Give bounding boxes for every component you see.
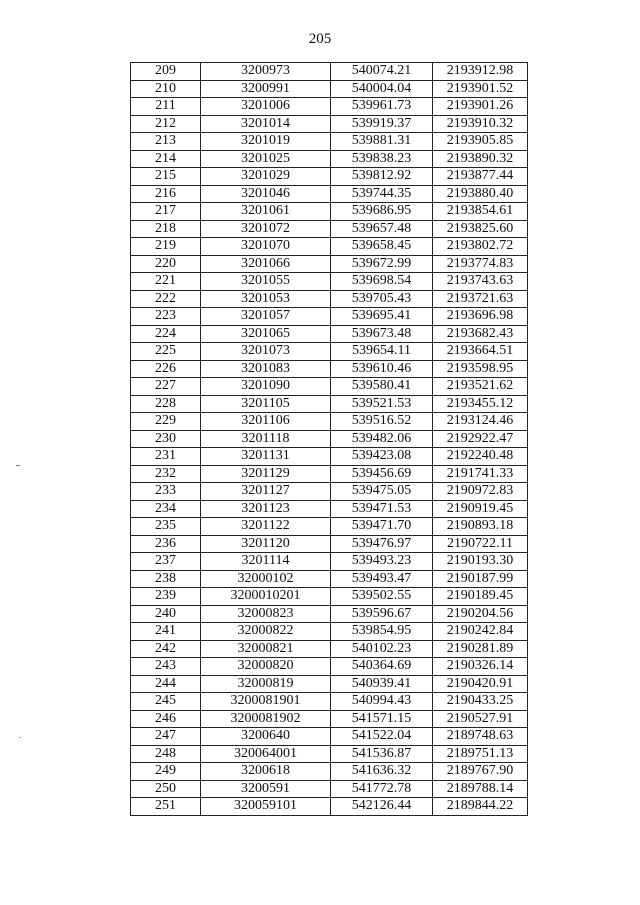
x-coordinate-cell: 540074.21 bbox=[331, 63, 433, 81]
y-coordinate-cell: 2193802.72 bbox=[433, 238, 528, 256]
point-id-cell: 3201120 bbox=[201, 535, 331, 553]
point-number-cell: 250 bbox=[131, 780, 201, 798]
point-id-cell: 3201083 bbox=[201, 360, 331, 378]
table-row bbox=[131, 570, 528, 588]
point-id-cell: 3201055 bbox=[201, 273, 331, 291]
y-coordinate-cell: 2193774.83 bbox=[433, 255, 528, 273]
table-row bbox=[131, 185, 528, 203]
y-coordinate-cell: 2193912.98 bbox=[433, 63, 528, 81]
x-coordinate-cell: 539610.46 bbox=[331, 360, 433, 378]
x-coordinate-cell: 539580.41 bbox=[331, 378, 433, 396]
y-coordinate-cell: 2190893.18 bbox=[433, 518, 528, 536]
y-coordinate-cell: 2190972.83 bbox=[433, 483, 528, 501]
table-row bbox=[131, 98, 528, 116]
point-id-cell: 320059101 bbox=[201, 798, 331, 816]
table-row bbox=[131, 728, 528, 746]
y-coordinate-cell: 2193664.51 bbox=[433, 343, 528, 361]
point-id-cell: 3201025 bbox=[201, 150, 331, 168]
point-number-cell: 235 bbox=[131, 518, 201, 536]
point-id-cell: 32000819 bbox=[201, 675, 331, 693]
y-coordinate-cell: 2190189.45 bbox=[433, 588, 528, 606]
x-coordinate-cell: 539502.55 bbox=[331, 588, 433, 606]
x-coordinate-cell: 539482.06 bbox=[331, 430, 433, 448]
x-coordinate-cell: 539672.99 bbox=[331, 255, 433, 273]
y-coordinate-cell: 2189788.14 bbox=[433, 780, 528, 798]
y-coordinate-cell: 2190326.14 bbox=[433, 658, 528, 676]
table-row bbox=[131, 500, 528, 518]
x-coordinate-cell: 539657.48 bbox=[331, 220, 433, 238]
x-coordinate-cell: 539471.70 bbox=[331, 518, 433, 536]
point-number-cell: 251 bbox=[131, 798, 201, 816]
x-coordinate-cell: 539475.05 bbox=[331, 483, 433, 501]
point-number-cell: 238 bbox=[131, 570, 201, 588]
y-coordinate-cell: 2190193.30 bbox=[433, 553, 528, 571]
x-coordinate-cell: 539698.54 bbox=[331, 273, 433, 291]
x-coordinate-cell: 539673.48 bbox=[331, 325, 433, 343]
x-coordinate-cell: 539596.67 bbox=[331, 605, 433, 623]
coordinates-table-body bbox=[131, 63, 528, 816]
x-coordinate-cell: 541636.32 bbox=[331, 763, 433, 781]
y-coordinate-cell: 2193880.40 bbox=[433, 185, 528, 203]
table-row bbox=[131, 710, 528, 728]
point-number-cell: 212 bbox=[131, 115, 201, 133]
x-coordinate-cell: 540939.41 bbox=[331, 675, 433, 693]
x-coordinate-cell: 540994.43 bbox=[331, 693, 433, 711]
table-row bbox=[131, 675, 528, 693]
y-coordinate-cell: 2191741.33 bbox=[433, 465, 528, 483]
point-id-cell: 3201066 bbox=[201, 255, 331, 273]
y-coordinate-cell: 2190187.99 bbox=[433, 570, 528, 588]
point-id-cell: 3200618 bbox=[201, 763, 331, 781]
point-id-cell: 3201029 bbox=[201, 168, 331, 186]
table-row bbox=[131, 518, 528, 536]
point-number-cell: 237 bbox=[131, 553, 201, 571]
scan-mark bbox=[16, 465, 20, 466]
point-number-cell: 218 bbox=[131, 220, 201, 238]
point-number-cell: 240 bbox=[131, 605, 201, 623]
x-coordinate-cell: 539881.31 bbox=[331, 133, 433, 151]
point-id-cell: 32000823 bbox=[201, 605, 331, 623]
point-id-cell: 3200010201 bbox=[201, 588, 331, 606]
point-id-cell: 3201105 bbox=[201, 395, 331, 413]
point-number-cell: 231 bbox=[131, 448, 201, 466]
point-number-cell: 224 bbox=[131, 325, 201, 343]
point-number-cell: 232 bbox=[131, 465, 201, 483]
point-number-cell: 228 bbox=[131, 395, 201, 413]
y-coordinate-cell: 2192240.48 bbox=[433, 448, 528, 466]
point-number-cell: 242 bbox=[131, 640, 201, 658]
point-number-cell: 241 bbox=[131, 623, 201, 641]
point-number-cell: 234 bbox=[131, 500, 201, 518]
table-row bbox=[131, 798, 528, 816]
x-coordinate-cell: 539705.43 bbox=[331, 290, 433, 308]
table-row bbox=[131, 780, 528, 798]
table-row bbox=[131, 745, 528, 763]
point-id-cell: 3201070 bbox=[201, 238, 331, 256]
table-row bbox=[131, 203, 528, 221]
point-number-cell: 249 bbox=[131, 763, 201, 781]
y-coordinate-cell: 2190919.45 bbox=[433, 500, 528, 518]
point-number-cell: 247 bbox=[131, 728, 201, 746]
point-number-cell: 214 bbox=[131, 150, 201, 168]
x-coordinate-cell: 539695.41 bbox=[331, 308, 433, 326]
coordinates-table bbox=[130, 62, 528, 816]
x-coordinate-cell: 539471.53 bbox=[331, 500, 433, 518]
y-coordinate-cell: 2193682.43 bbox=[433, 325, 528, 343]
x-coordinate-cell: 539476.97 bbox=[331, 535, 433, 553]
y-coordinate-cell: 2193877.44 bbox=[433, 168, 528, 186]
table-row bbox=[131, 308, 528, 326]
point-id-cell: 3201118 bbox=[201, 430, 331, 448]
y-coordinate-cell: 2190204.56 bbox=[433, 605, 528, 623]
point-id-cell: 3200081901 bbox=[201, 693, 331, 711]
table-row bbox=[131, 325, 528, 343]
point-id-cell: 3201106 bbox=[201, 413, 331, 431]
y-coordinate-cell: 2193905.85 bbox=[433, 133, 528, 151]
point-number-cell: 229 bbox=[131, 413, 201, 431]
point-id-cell: 3201053 bbox=[201, 290, 331, 308]
y-coordinate-cell: 2193696.98 bbox=[433, 308, 528, 326]
point-number-cell: 244 bbox=[131, 675, 201, 693]
table-row bbox=[131, 553, 528, 571]
point-number-cell: 210 bbox=[131, 80, 201, 98]
x-coordinate-cell: 539654.11 bbox=[331, 343, 433, 361]
point-id-cell: 3201122 bbox=[201, 518, 331, 536]
table-row bbox=[131, 588, 528, 606]
table-row bbox=[131, 605, 528, 623]
point-number-cell: 246 bbox=[131, 710, 201, 728]
point-id-cell: 3201131 bbox=[201, 448, 331, 466]
point-number-cell: 211 bbox=[131, 98, 201, 116]
point-id-cell: 3201061 bbox=[201, 203, 331, 221]
table-row bbox=[131, 273, 528, 291]
x-coordinate-cell: 541522.04 bbox=[331, 728, 433, 746]
point-number-cell: 243 bbox=[131, 658, 201, 676]
x-coordinate-cell: 539961.73 bbox=[331, 98, 433, 116]
point-number-cell: 248 bbox=[131, 745, 201, 763]
table-row bbox=[131, 763, 528, 781]
point-number-cell: 227 bbox=[131, 378, 201, 396]
table-row bbox=[131, 80, 528, 98]
x-coordinate-cell: 539658.45 bbox=[331, 238, 433, 256]
point-number-cell: 216 bbox=[131, 185, 201, 203]
table-row bbox=[131, 693, 528, 711]
x-coordinate-cell: 539812.92 bbox=[331, 168, 433, 186]
point-number-cell: 230 bbox=[131, 430, 201, 448]
table-row bbox=[131, 238, 528, 256]
y-coordinate-cell: 2193854.61 bbox=[433, 203, 528, 221]
point-number-cell: 215 bbox=[131, 168, 201, 186]
y-coordinate-cell: 2193825.60 bbox=[433, 220, 528, 238]
point-id-cell: 3200081902 bbox=[201, 710, 331, 728]
table-row bbox=[131, 150, 528, 168]
point-id-cell: 3201006 bbox=[201, 98, 331, 116]
table-row bbox=[131, 483, 528, 501]
point-id-cell: 3201129 bbox=[201, 465, 331, 483]
x-coordinate-cell: 539423.08 bbox=[331, 448, 433, 466]
x-coordinate-cell: 540004.04 bbox=[331, 80, 433, 98]
table-row bbox=[131, 413, 528, 431]
y-coordinate-cell: 2189767.90 bbox=[433, 763, 528, 781]
y-coordinate-cell: 2190420.91 bbox=[433, 675, 528, 693]
y-coordinate-cell: 2193721.63 bbox=[433, 290, 528, 308]
point-number-cell: 220 bbox=[131, 255, 201, 273]
table-row bbox=[131, 133, 528, 151]
point-id-cell: 320064001 bbox=[201, 745, 331, 763]
y-coordinate-cell: 2193743.63 bbox=[433, 273, 528, 291]
point-id-cell: 3201057 bbox=[201, 308, 331, 326]
y-coordinate-cell: 2190242.84 bbox=[433, 623, 528, 641]
y-coordinate-cell: 2193901.26 bbox=[433, 98, 528, 116]
point-number-cell: 236 bbox=[131, 535, 201, 553]
x-coordinate-cell: 541571.15 bbox=[331, 710, 433, 728]
page-number: 205 bbox=[308, 31, 332, 47]
y-coordinate-cell: 2193901.52 bbox=[433, 80, 528, 98]
point-id-cell: 3200991 bbox=[201, 80, 331, 98]
y-coordinate-cell: 2193598.95 bbox=[433, 360, 528, 378]
point-id-cell: 3201014 bbox=[201, 115, 331, 133]
table-row bbox=[131, 343, 528, 361]
y-coordinate-cell: 2190527.91 bbox=[433, 710, 528, 728]
point-id-cell: 3200591 bbox=[201, 780, 331, 798]
x-coordinate-cell: 539493.23 bbox=[331, 553, 433, 571]
y-coordinate-cell: 2190281.89 bbox=[433, 640, 528, 658]
table-row bbox=[131, 255, 528, 273]
table-row bbox=[131, 220, 528, 238]
point-number-cell: 233 bbox=[131, 483, 201, 501]
x-coordinate-cell: 539919.37 bbox=[331, 115, 433, 133]
table-row bbox=[131, 115, 528, 133]
point-id-cell: 32000821 bbox=[201, 640, 331, 658]
y-coordinate-cell: 2193455.12 bbox=[433, 395, 528, 413]
point-id-cell: 32000102 bbox=[201, 570, 331, 588]
x-coordinate-cell: 539838.23 bbox=[331, 150, 433, 168]
y-coordinate-cell: 2189844.22 bbox=[433, 798, 528, 816]
table-row bbox=[131, 395, 528, 413]
y-coordinate-cell: 2190433.25 bbox=[433, 693, 528, 711]
table-row bbox=[131, 623, 528, 641]
point-id-cell: 3201046 bbox=[201, 185, 331, 203]
table-row bbox=[131, 640, 528, 658]
table-row bbox=[131, 290, 528, 308]
table-row bbox=[131, 378, 528, 396]
point-id-cell: 3201019 bbox=[201, 133, 331, 151]
point-id-cell: 3200640 bbox=[201, 728, 331, 746]
point-number-cell: 213 bbox=[131, 133, 201, 151]
point-id-cell: 32000822 bbox=[201, 623, 331, 641]
point-number-cell: 225 bbox=[131, 343, 201, 361]
x-coordinate-cell: 542126.44 bbox=[331, 798, 433, 816]
point-number-cell: 219 bbox=[131, 238, 201, 256]
x-coordinate-cell: 539493.47 bbox=[331, 570, 433, 588]
point-number-cell: 245 bbox=[131, 693, 201, 711]
table-row bbox=[131, 658, 528, 676]
x-coordinate-cell: 541536.87 bbox=[331, 745, 433, 763]
y-coordinate-cell: 2193521.62 bbox=[433, 378, 528, 396]
table-row bbox=[131, 465, 528, 483]
x-coordinate-cell: 539456.69 bbox=[331, 465, 433, 483]
table-row bbox=[131, 63, 528, 81]
point-id-cell: 3201072 bbox=[201, 220, 331, 238]
y-coordinate-cell: 2193890.32 bbox=[433, 150, 528, 168]
point-id-cell: 3201114 bbox=[201, 553, 331, 571]
x-coordinate-cell: 539744.35 bbox=[331, 185, 433, 203]
x-coordinate-cell: 540364.69 bbox=[331, 658, 433, 676]
x-coordinate-cell: 539686.95 bbox=[331, 203, 433, 221]
table-row bbox=[131, 535, 528, 553]
x-coordinate-cell: 540102.23 bbox=[331, 640, 433, 658]
point-number-cell: 239 bbox=[131, 588, 201, 606]
y-coordinate-cell: 2193910.32 bbox=[433, 115, 528, 133]
point-number-cell: 217 bbox=[131, 203, 201, 221]
point-id-cell: 3201073 bbox=[201, 343, 331, 361]
y-coordinate-cell: 2193124.46 bbox=[433, 413, 528, 431]
x-coordinate-cell: 539521.53 bbox=[331, 395, 433, 413]
table-row bbox=[131, 360, 528, 378]
point-id-cell: 3201127 bbox=[201, 483, 331, 501]
point-id-cell: 3201123 bbox=[201, 500, 331, 518]
x-coordinate-cell: 539854.95 bbox=[331, 623, 433, 641]
y-coordinate-cell: 2189751.13 bbox=[433, 745, 528, 763]
y-coordinate-cell: 2192922.47 bbox=[433, 430, 528, 448]
point-id-cell: 3201065 bbox=[201, 325, 331, 343]
point-id-cell: 3200973 bbox=[201, 63, 331, 81]
y-coordinate-cell: 2190722.11 bbox=[433, 535, 528, 553]
table-row bbox=[131, 430, 528, 448]
point-number-cell: 222 bbox=[131, 290, 201, 308]
point-id-cell: 32000820 bbox=[201, 658, 331, 676]
scan-mark bbox=[19, 737, 21, 738]
point-id-cell: 3201090 bbox=[201, 378, 331, 396]
table-row bbox=[131, 448, 528, 466]
table-row bbox=[131, 168, 528, 186]
x-coordinate-cell: 541772.78 bbox=[331, 780, 433, 798]
point-number-cell: 221 bbox=[131, 273, 201, 291]
x-coordinate-cell: 539516.52 bbox=[331, 413, 433, 431]
point-number-cell: 223 bbox=[131, 308, 201, 326]
point-number-cell: 226 bbox=[131, 360, 201, 378]
y-coordinate-cell: 2189748.63 bbox=[433, 728, 528, 746]
point-number-cell: 209 bbox=[131, 63, 201, 81]
